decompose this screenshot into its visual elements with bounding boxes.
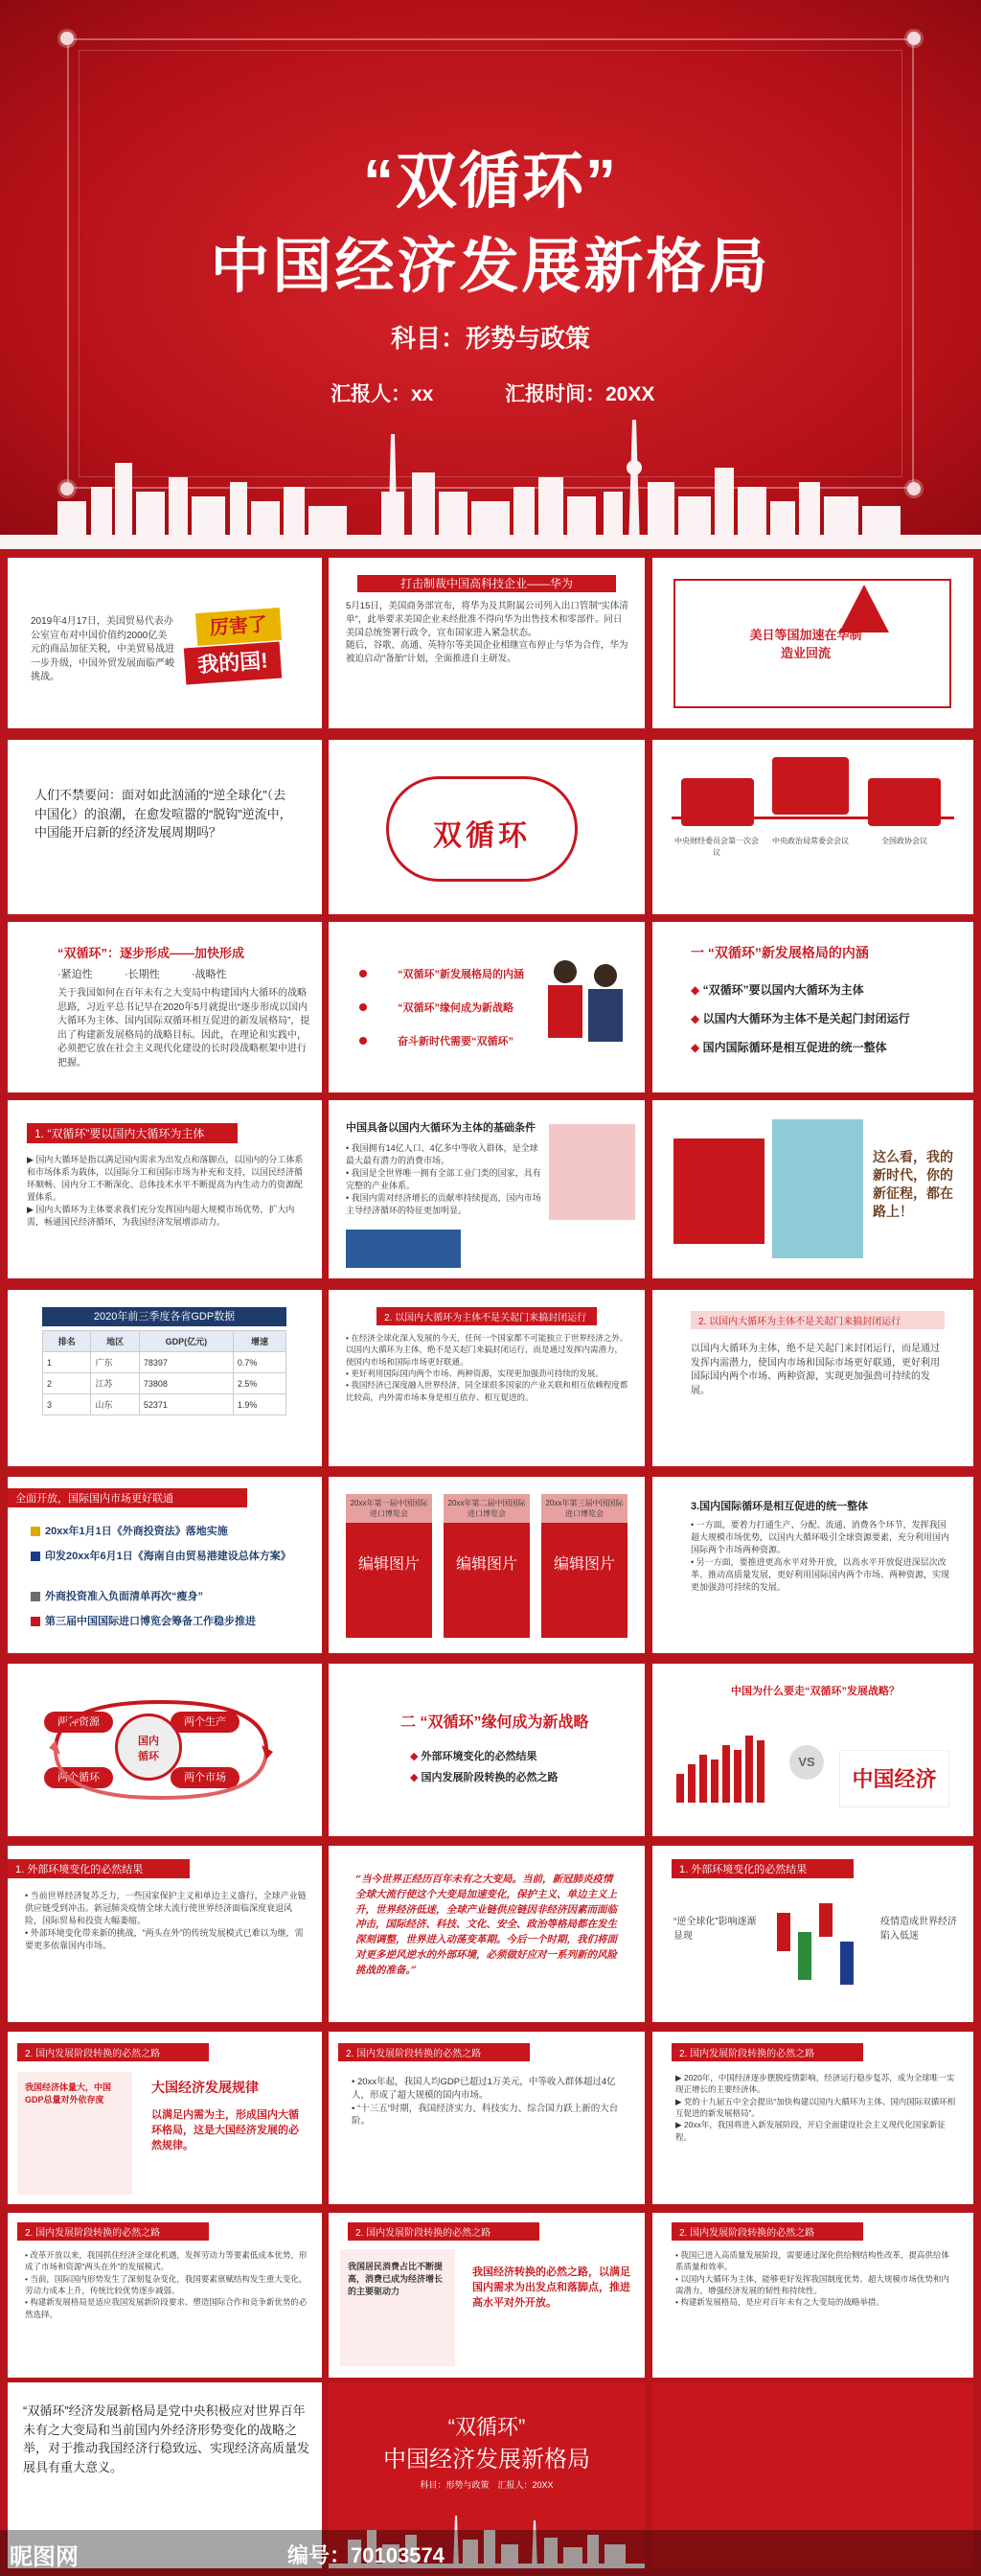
table-header: GDP(亿元) [139, 1331, 233, 1352]
slide-domestic-stage-6 [652, 2213, 973, 2378]
gdp-table [42, 1330, 286, 1415]
agenda-item: 奋斗新时代需要“双循环” [398, 1036, 513, 1047]
stamp-line2: 我的国! [184, 642, 282, 685]
slide-domestic-stage-5 [329, 2213, 645, 2378]
slide-connotation [652, 922, 973, 1092]
slide-title: 打击制裁中国高科技企业——华为 [357, 575, 616, 592]
list-item: 20xx年1月1日《外商投资法》落地实施 [31, 1523, 228, 1538]
slide-text: 人们不禁要问：面对如此汹涌的“逆全球化”（去中国化）的浪潮，在愈发喧嚣的“脱钩”逆流中，中国能开启新的经济发展周期吗？ [34, 788, 292, 840]
slide-text: 2019年4月17日，美国贸易代表办公室宣布对中国价值约2000亿美元的商品加征关税，中美贸易战进一步升级，中国外贸发展面临严峻挑战。 [31, 616, 174, 682]
cover-subtitle: 中国经济发展新格局 [210, 234, 771, 300]
list-item: 外商投资准入负面清单再次“瘦身” [31, 1588, 203, 1603]
table-cell: 78397 [139, 1352, 233, 1373]
list-item: 第三届中国国际进口博览会筹备工作稳步推进 [31, 1613, 256, 1628]
slide-title: 1. 外部环境变化的必然结果 [8, 1859, 190, 1878]
slide-title: 2. 国内发展阶段转换的必然之路 [17, 2043, 209, 2061]
slide-heading: 大国经济发展规律 [151, 2080, 259, 2095]
tag-item: ·长期性 [125, 969, 160, 980]
table-row [43, 1352, 286, 1373]
table-cell: 52371 [139, 1394, 233, 1415]
table-cell: 1.9% [233, 1394, 285, 1415]
chart-note: 疫情造成世界经济陷入低迷 [880, 1917, 957, 1942]
center-label-1: 国内 [138, 1736, 159, 1747]
slide-title: 3.国内国际循环是相互促进的统一整体 [691, 1501, 869, 1512]
diagram-node: 两种资源 [44, 1712, 113, 1733]
slide-text: 以满足内需为主，形成国内大循环格局，这是大国经济发展的必然规律。 [151, 2109, 299, 2151]
cover-title: “双循环” [363, 147, 618, 216]
slide-why-dual [652, 1664, 973, 1836]
slide-title: 双循环 [433, 820, 531, 852]
timeline-label: 中央财经委员会第一次会议 [674, 837, 759, 857]
watermark-logo: 昵图网 [10, 2544, 79, 2570]
slide-basic-conditions [329, 1100, 645, 1278]
tag-item: ·紧迫性 [57, 969, 93, 980]
slide-timeline [652, 740, 973, 914]
slide-title: 2. 国内发展阶段转换的必然之路 [338, 2043, 530, 2061]
placeholder-label: 编辑图片 [455, 1556, 517, 1573]
slide-title: 2. 以国内大循环为主体不是关起门来搞封闭运行 [376, 1307, 597, 1325]
watermark-bar [0, 2530, 981, 2576]
slide-question [8, 740, 322, 914]
slide-text: 我国经济转换的必然之路，以满足国内需求为出发点和落脚点，推进高水平对外开放。 [472, 2266, 630, 2309]
table-cell: 2.5% [233, 1373, 285, 1394]
slide-not-closed-2 [652, 1290, 973, 1466]
slide-huawei [329, 558, 645, 728]
slide-title: 2. 国内发展阶段转换的必然之路 [17, 2222, 209, 2241]
tag-item: ·战略性 [192, 969, 227, 980]
timeline-label: 中央政治局常委会会议 [772, 837, 849, 845]
pin-icon [60, 32, 74, 45]
diagram-node: 两个生产 [171, 1712, 240, 1733]
slide-title: 2. 国内发展阶段转换的必然之路 [672, 2043, 863, 2061]
slide-title: 1. “双循环”要以国内大循环为主体 [27, 1123, 238, 1143]
table-row [43, 1394, 286, 1415]
timeline-node [681, 778, 754, 826]
table-cell: 2 [43, 1373, 91, 1394]
slide-text: • 改革开放以来，我国抓住经济全球化机遇，发挥劳动力等要素低成本优势，形成了市场和资源“两头在外”的发展模式。 • 当前，国际国内形势发生了深刻复杂变化，我国要素禀赋结构发生重大变化，劳动力成本上升，传统比较优势逐步减弱。 • 构建新发展格局是适应我国发展新阶段要求、塑造国际合作和竞争新优势的必然选择。 [25, 2250, 308, 2319]
city-illustration [772, 1119, 863, 1258]
slide-reshoring [652, 558, 973, 728]
agenda-item: “双循环”新发展格局的内涵 [398, 969, 524, 980]
table-header: 地区 [91, 1331, 139, 1352]
panel-text: 我国经济体量大，中国GDP总量对外依存度 [25, 2082, 112, 2105]
table-cell: 0.7% [233, 1352, 285, 1373]
slide-title: 二 “双循环”缘何成为新战略 [400, 1714, 589, 1731]
image-placeholder [444, 1494, 530, 1638]
reporter-label: 汇报人：xx [331, 383, 434, 405]
center-label-2: 循环 [138, 1751, 159, 1762]
image-caption: 20xx年第二届中国国际进口博览会 [444, 1494, 530, 1523]
stamp-graphic [185, 610, 290, 687]
watermark-id: 编号：70103574 [287, 2543, 445, 2567]
slide-title: 中国为什么要走“双循环”发展战略？ [731, 1686, 900, 1697]
table-cell: 江苏 [91, 1373, 139, 1394]
placeholder-label: 编辑图片 [553, 1556, 615, 1573]
conclusion-text: “双循环”经济发展新格局是党中央积极应对世界百年未有之大变局和当前国内外经济形势变化的战略之举，对于推动我国经济行稳致远、实现经济高质量发展具有重大意义。 [23, 2404, 310, 2474]
list-item: 印发20xx年6月1日《海南自由贸易港建设总体方案》 [31, 1548, 308, 1563]
china-economy-label: 中国经济 [839, 1750, 949, 1807]
table-cell: 广东 [91, 1352, 139, 1373]
slide-title: 全面开放，国际国内市场更好联通 [8, 1488, 247, 1507]
stamp-line1: 厉害了 [195, 608, 282, 646]
slide-text: • 当前世界经济复苏乏力，一些国家保护主义和单边主义盛行，全球产业链供应链受到冲击。新冠肺炎疫情全球大流行使世界经济面临深度衰退风险，国际贸易和投资大幅萎缩。 • 外部环境变化带来新的挑战，“两头在外”的传统发展模式已难以为继，需要更多依靠国内市场。 [25, 1891, 307, 1951]
table-cell: 3 [43, 1394, 91, 1415]
slide-domestic-stage-4 [8, 2213, 322, 2378]
slide-title: 2. 以国内大循环为主体不是关起门来搞封闭运行 [691, 1311, 945, 1329]
table-header: 排名 [43, 1331, 91, 1352]
chart-image [549, 1124, 635, 1220]
ending-title: “双循环” [447, 2415, 526, 2439]
ending-subtitle: 中国经济发展新格局 [383, 2447, 590, 2472]
slide-title: 一 “双循环”新发展格局的内涵 [691, 945, 869, 960]
timeline-label: 全国政协会议 [881, 837, 927, 845]
slide-text: • 我国拥有14亿人口、4亿多中等收入群体，是全球最大最有潜力的消费市场。 • 我国是全世界唯一拥有全部工业门类的国家，具有完整的产业体系。 • 我国内需对经济增长的贡献率持续提高，国内市场主导经济循环的特征更加明显。 [346, 1143, 541, 1216]
list-item: ◆ 国内国际循环是相互促进的统一整体 [691, 1039, 887, 1055]
report-time-label: 汇报时间：20XX [505, 383, 655, 405]
slide-text: • 在经济全球化深入发展的今天，任何一个国家都不可能独立于世界经济之外。以国内大循环为主体，绝不是关起门来搞封闭运行，而是通过发挥内需潜力，使国内市场和国际市场更好联通。 • 更好利用国际国内两个市场、两种资源，实现更加强劲可持续的发展。 • 我国经济已深度融入世界经济，同全球很多国家的产业关联和相互依赖程度都比较高，内外需市场本身是相互依存、相互促进的。 [346, 1333, 628, 1402]
timeline-node [772, 757, 849, 815]
circular-arrows-icon [27, 1692, 295, 1807]
table-header: 增速 [233, 1331, 285, 1352]
slide-domestic-stage-2 [329, 2032, 645, 2204]
slide-domestic-stage [8, 2032, 322, 2204]
waterfall-chart-icon [767, 1884, 873, 2009]
people-illustration [544, 960, 630, 1075]
bullet-icon [359, 1003, 367, 1011]
vs-badge: VS [789, 1745, 824, 1780]
diagram-node: 两个市场 [171, 1767, 240, 1788]
slide-text: • 我国已进入高质量发展阶段，需要通过深化供给侧结构性改革，提高供给体系质量和效率。 • 以国内大循环为主体，能够更好发挥我国制度优势、超大规模市场优势和内需潜力，增强经济发展的韧性和持续性。 • 构建新发展格局，是应对百年未有之大变局的战略举措。 [675, 2250, 949, 2308]
slide-new-strategy [329, 1664, 645, 1836]
chart-label: “逆全球化”影响逐渐显现 [673, 1917, 757, 1942]
panel-text: 我国居民消费占比不断提高，消费已成为经济增长的主要驱动力 [348, 2262, 444, 2297]
slide-external-change-2 [652, 1846, 973, 2022]
port-image [346, 1230, 461, 1268]
placeholder-label: 编辑图片 [357, 1556, 420, 1573]
image-placeholder [541, 1494, 627, 1638]
city-skyline-illustration [0, 396, 981, 549]
bar-chart-icon [672, 1716, 777, 1812]
table-row [43, 1373, 286, 1394]
slide-title: 2. 国内发展阶段转换的必然之路 [348, 2222, 539, 2241]
slide-quote [329, 1846, 645, 2022]
slide-domestic-main [8, 1100, 322, 1278]
slide-text: • 一方面，要着力打通生产、分配、流通、消费各个环节，发挥我国超大规模市场优势，以国内大循环吸引全球资源要素，充分利用国内国际两个市场两种资源。 • 另一方面，要推进更高水平对外开放，以高水平开放促进深层次改革、推动高质量发展，更好利用国际国内两个市场、两种资源，实现更加强劲可持续的发展。 [691, 1520, 950, 1593]
bullet-icon [359, 1037, 367, 1045]
slide-dual-circulation-title [329, 740, 645, 914]
table-cell: 山东 [91, 1394, 139, 1415]
slide-text: 关于我国如何在百年未有之大变局中构建国内大循环的战略思路，习近平总书记早在2020年5月就提出“逐步形成以国内大循环为主体、国内国际双循环相互促进的新发展格局”，提出了构建新发展格局的战略目标。因此，在理论和实践中，必须把它放在社会主义现代化建设的长时段战略框架中进行把握。 [57, 988, 310, 1069]
slide-text: • 20xx年起，我国人均GDP已超过1万美元，中等收入群体超过4亿人，形成了超大规模的国内市场。 • “十三五”时期，我国经济实力、科技实力、综合国力跃上新的大台阶。 [352, 2077, 619, 2128]
slide-title: 中国具备以国内大循环为主体的基础条件 [346, 1122, 536, 1134]
slide-new-era [652, 1100, 973, 1278]
slide-gradual-formation [8, 922, 322, 1092]
slide-text: 5月15日，美国商务部宣布，将华为及其附属公司列入出口管制"实体清单"，此举要求美国企业未经批准不得向华为出售技术和零部件。同日美国总统签署行政令，宣布国家进入紧急状态。 随后，谷歌、高通、英特尔等美国企业相继宣布停止与华为合作，华为被迫启动"备胎"计划，全面推进自主研发。 [346, 601, 628, 665]
slide-text: 以国内大循环为主体，绝不是关起门来封闭运行，而是通过发挥内需潜力，使国内市场和国际市场更好联通，更好利用国际国内两个市场、两种资源，实现更加强劲可持续的发展。 [691, 1344, 940, 1396]
slide-circulation-diagram [8, 1664, 322, 1836]
slide-expo-images [329, 1477, 645, 1653]
table-title: 2020年前三季度各省GDP数据 [42, 1307, 286, 1326]
timeline-node [868, 778, 941, 826]
list-item: ◆ 国内发展阶段转换的必然之路 [410, 1769, 559, 1784]
list-item: ◆ 以国内大循环为主体不是关起门封闭运行 [691, 1010, 910, 1026]
pin-icon [907, 32, 921, 45]
slide-unified-whole [652, 1477, 973, 1653]
slide-gdp-table [8, 1290, 322, 1466]
slide-title: 2. 国内发展阶段转换的必然之路 [672, 2222, 863, 2241]
list-item: ◆ 外部环境变化的必然结果 [410, 1748, 537, 1763]
slide-external-change [8, 1846, 322, 2022]
slide-not-closed [329, 1290, 645, 1466]
slide-opening-up [8, 1477, 322, 1653]
slide-text: ▶ 2020年，中国经济逐步摆脱疫情影响，经济运行稳步复苏，成为全球唯一实现正增长的主要经济体。 ▶ 党的十九届五中全会提出“加快构建以国内大循环为主体、国内国际双循环相互促进的新发展格局”。 ▶ 20xx年，我国将进入新发展阶段，开启全面建设社会主义现代化国家新征程。 [675, 2073, 956, 2142]
slide-trade-war [8, 558, 322, 728]
image-caption: 20xx年第一届中国国际进口博览会 [346, 1494, 432, 1523]
slide-title: 1. 外部环境变化的必然结果 [672, 1859, 854, 1878]
slide-title: “双循环”：逐步形成——加快形成 [57, 946, 245, 960]
people-photo [673, 1138, 764, 1244]
slide-text: 这么看，我的新时代，你的新征程，都在路上！ [873, 1149, 953, 1219]
diagram-node: 两个循环 [44, 1767, 113, 1788]
image-placeholder [346, 1494, 432, 1638]
slide-label: 美日等国加速在华制造业回流 [749, 628, 862, 660]
slide-domestic-stage-3 [652, 2032, 973, 2204]
table-cell: 1 [43, 1352, 91, 1373]
quote-text: “当今世界正经历百年未有之大变局。当前，新冠肺炎疫情全球大流行使这个大变局加速变化，保护主义、单边主义上升，世界经济低迷，全球产业链供应链因非经济因素而面临冲击，国际经济、科技、文化、安全、政治等格局都在发生深刻调整，世界进入动荡变革期。今后一个时期，我们将面对更多逆风逆水的外部环境，必须做好应对一系列新的风险挑战的准备。” [355, 1874, 617, 1976]
image-caption: 20xx年第三届中国国际进口博览会 [541, 1494, 627, 1523]
bullet-icon [359, 970, 367, 978]
slide-agenda [329, 922, 645, 1092]
cover-subject: 科目：形势与政策 [390, 324, 590, 353]
cover-slide [0, 0, 981, 549]
table-cell: 73808 [139, 1373, 233, 1394]
list-item: ◆ “双循环”要以国内大循环为主体 [691, 981, 864, 998]
agenda-item: “双循环”缘何成为新战略 [398, 1002, 513, 1014]
ending-meta: 科目：形势与政策 汇报人：20XX [420, 2480, 554, 2490]
slide-text: ▶ 国内大循环是指以满足国内需求为出发点和落脚点，以国内的分工体系和市场体系为载体，以国际分工和国际市场为补充和支持，以国民经济循环顺畅、国内分工不断深化、总体技术水平不断提高为内生动力的资源配置体系。 ▶ 国内大循环为主体要求我们充分发挥国内超大规模市场优势，扩大内需，畅通国民经济循环，为我国经济发展增添动力。 [27, 1155, 304, 1228]
